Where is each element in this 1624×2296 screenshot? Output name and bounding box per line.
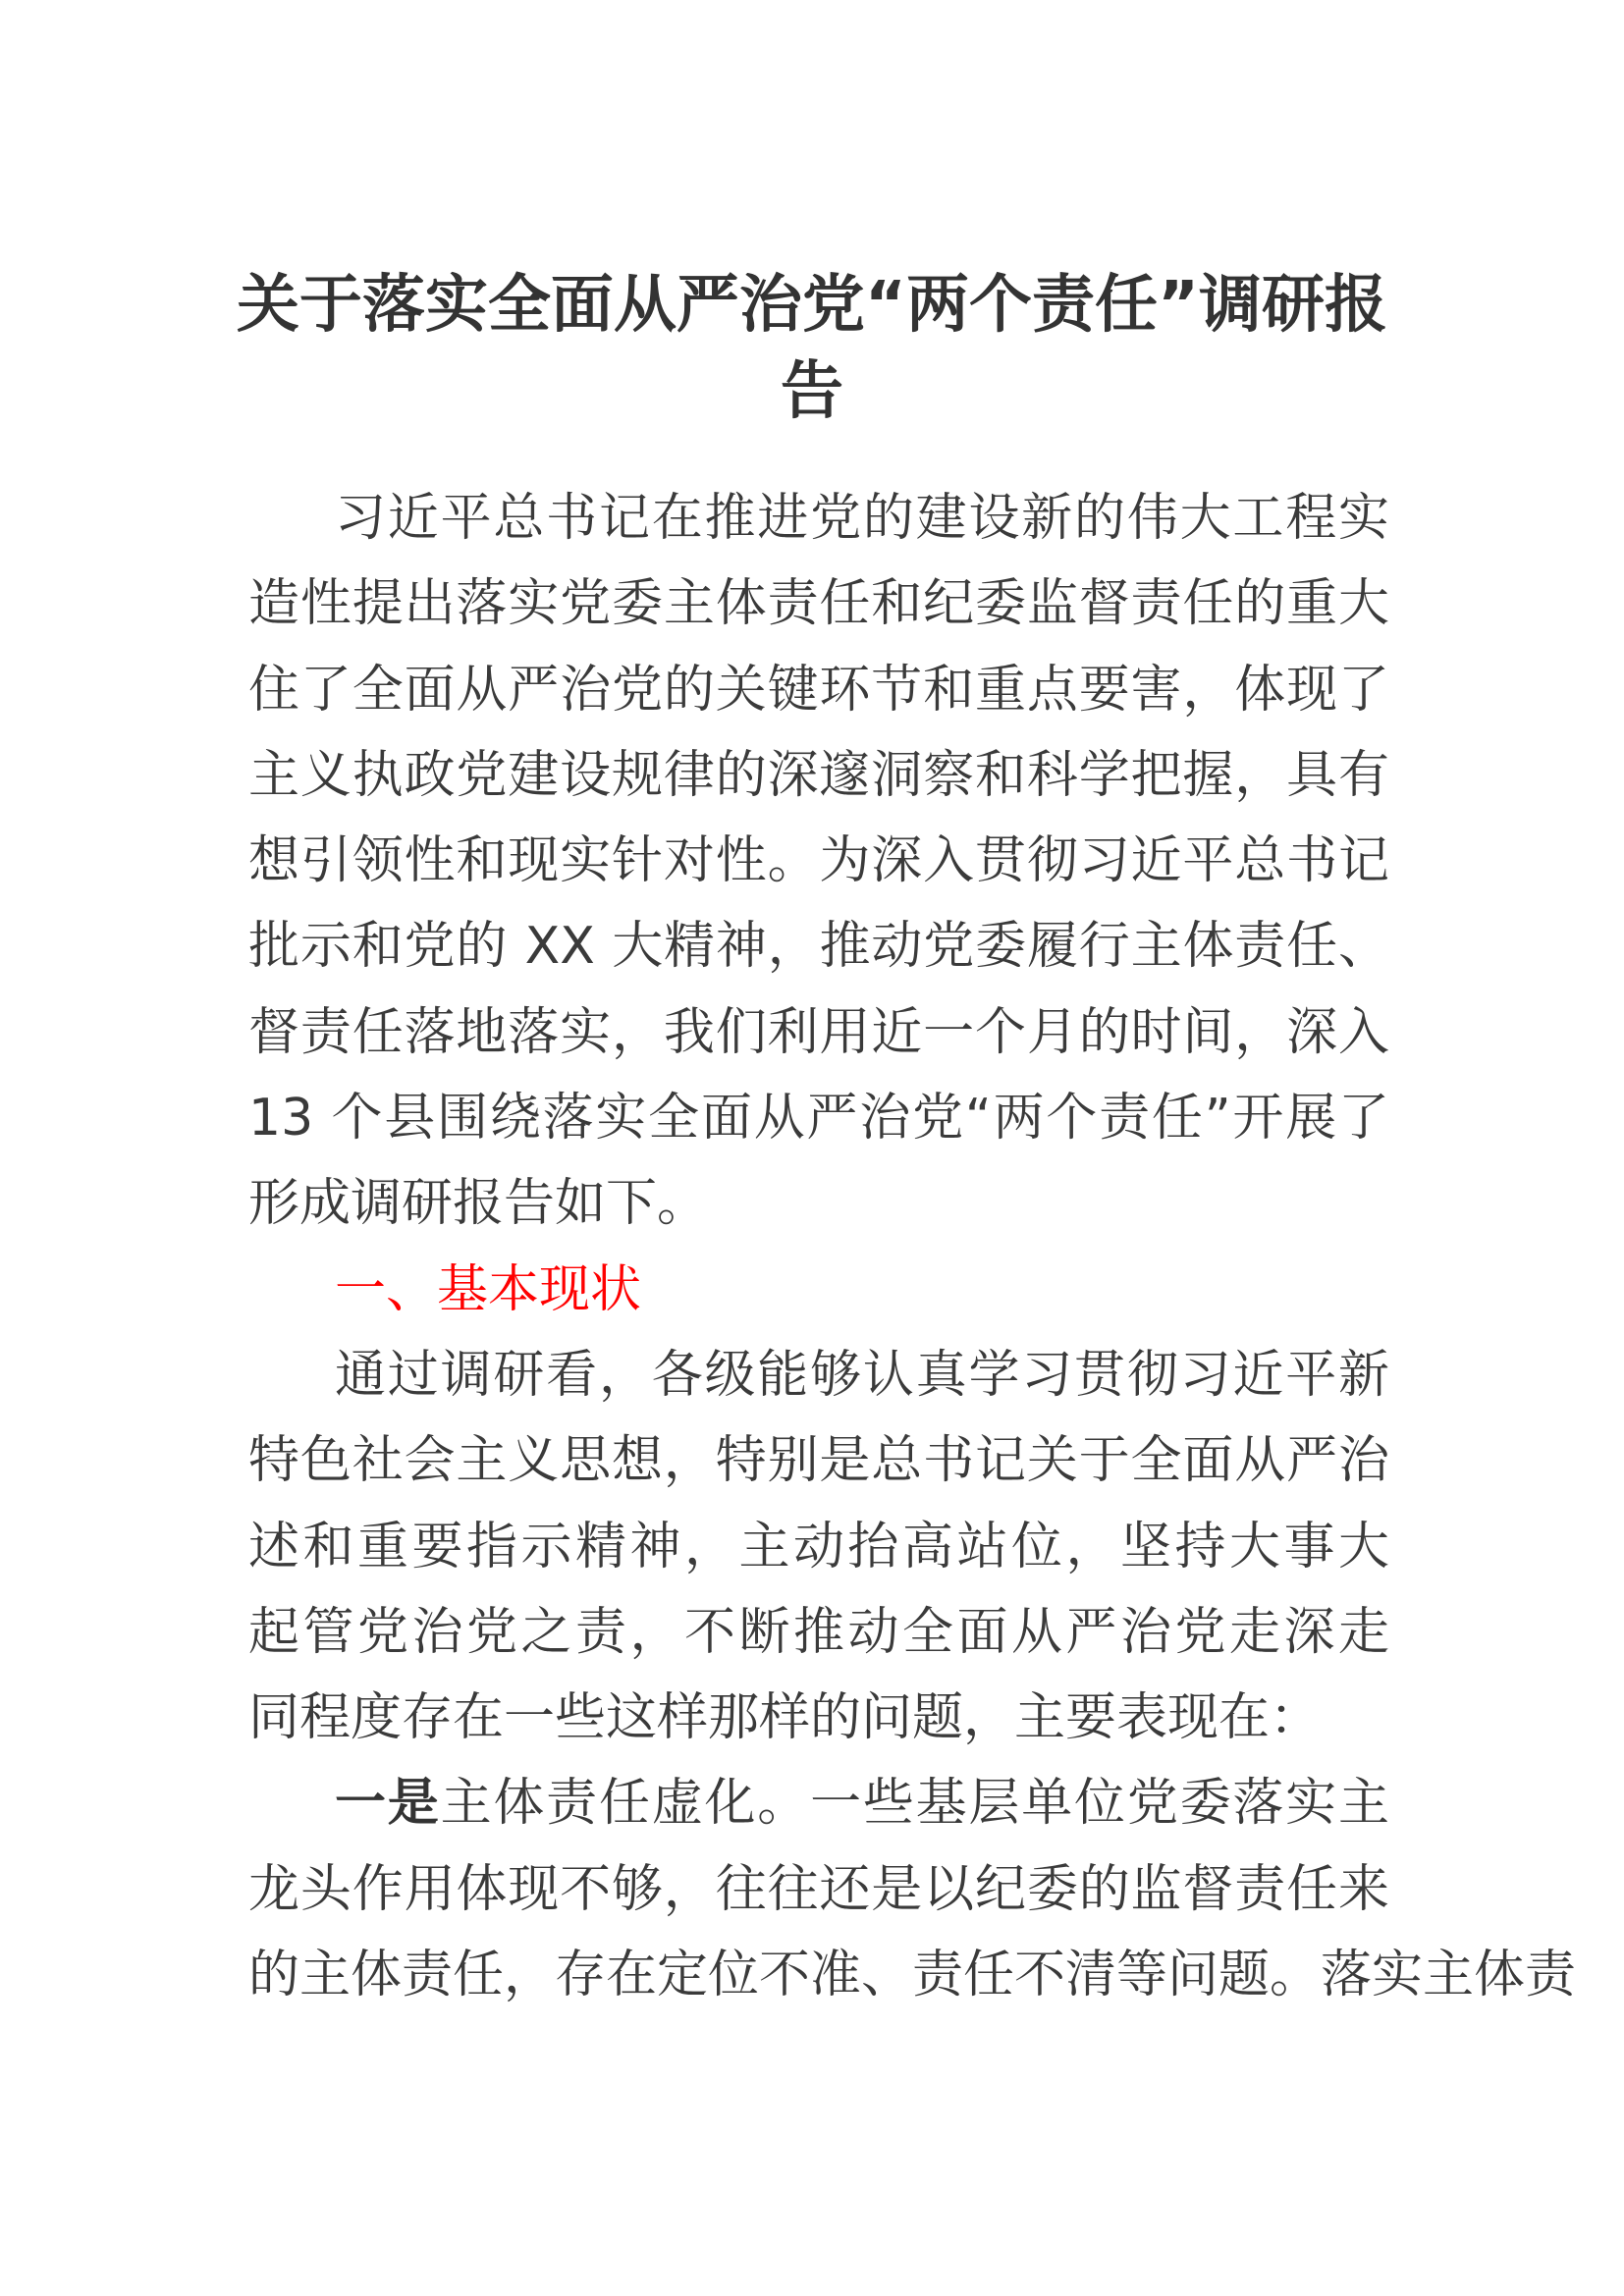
line-text: 想引领性和现实针对性。为深入贯彻习近平总书记 (248, 831, 1389, 891)
paragraph-line (248, 733, 1389, 819)
line-text: 同程度存在一些这样那样的问题，主要表现在： (248, 1688, 1322, 1748)
paragraph-line (248, 1076, 1389, 1161)
paragraph-line (248, 819, 1389, 904)
paragraph-line (248, 1761, 1389, 1846)
line-text: 主体责任虚化。一些基层单位党委落实主 (440, 1774, 1389, 1834)
line-text: 13 个县围绕落实全面从严治党“两个责任”开展了 (248, 1089, 1389, 1148)
line-text: 造性提出落实党委主体责任和纪委监督责任的重大 (248, 574, 1389, 634)
paragraph-line (248, 990, 1389, 1076)
paragraph-line (248, 476, 1389, 561)
line-text: 一、基本现状 (335, 1259, 642, 1319)
line-text: 龙头作用体现不够，往往还是以纪委的监督责任来 (248, 1859, 1389, 1919)
paragraph-line (248, 1333, 1389, 1418)
document-body (248, 476, 1577, 2018)
line-text: 批示和党的 XX 大精神，推动党委履行主体责任、 (248, 917, 1389, 977)
line-text: 习近平总书记在推进党的建设新的伟大工程实 (335, 489, 1389, 548)
paragraph-line (248, 1590, 1389, 1676)
bold-lead-text: 一是 (335, 1774, 441, 1834)
document-title (236, 262, 1388, 435)
paragraph-line (248, 648, 1389, 733)
paragraph-line (248, 904, 1389, 989)
paragraph-line (248, 1505, 1389, 1590)
line-text: 通过调研看，各级能够认真学习贯彻习近平新 (335, 1345, 1389, 1405)
line-text: 述和重要指示精神，主动抬高站位，坚持大事大 (248, 1517, 1389, 1576)
paragraph-line (248, 1933, 1577, 2018)
line-text: 主义执政党建设规律的深邃洞察和科学把握，具有 (248, 745, 1389, 805)
section-heading (248, 1248, 1389, 1333)
title-line: 告 (781, 355, 843, 428)
line-text: 的主体责任，存在定位不准、责任不清等问题。落实主体责 (248, 1946, 1577, 2005)
paragraph-line (248, 1161, 1389, 1247)
line-text: 住了全面从严治党的关键环节和重点要害，体现了 (248, 660, 1389, 720)
title-line: 关于落实全面从严治党“两个责任”调研报 (236, 269, 1388, 342)
line-text: 起管党治党之责，不断推动全面从严治党走深走 (248, 1602, 1389, 1662)
line-text: 特色社会主义思想，特别是总书记关于全面从严治 (248, 1431, 1389, 1491)
paragraph-line (248, 1676, 1389, 1761)
paragraph-line (248, 1847, 1389, 1933)
line-text: 督责任落地落实，我们利用近一个月的时间，深入 (248, 1002, 1389, 1062)
paragraph-line (248, 561, 1389, 647)
line-text: 形成调研报告如下。 (248, 1174, 709, 1234)
paragraph-line (248, 1418, 1389, 1504)
